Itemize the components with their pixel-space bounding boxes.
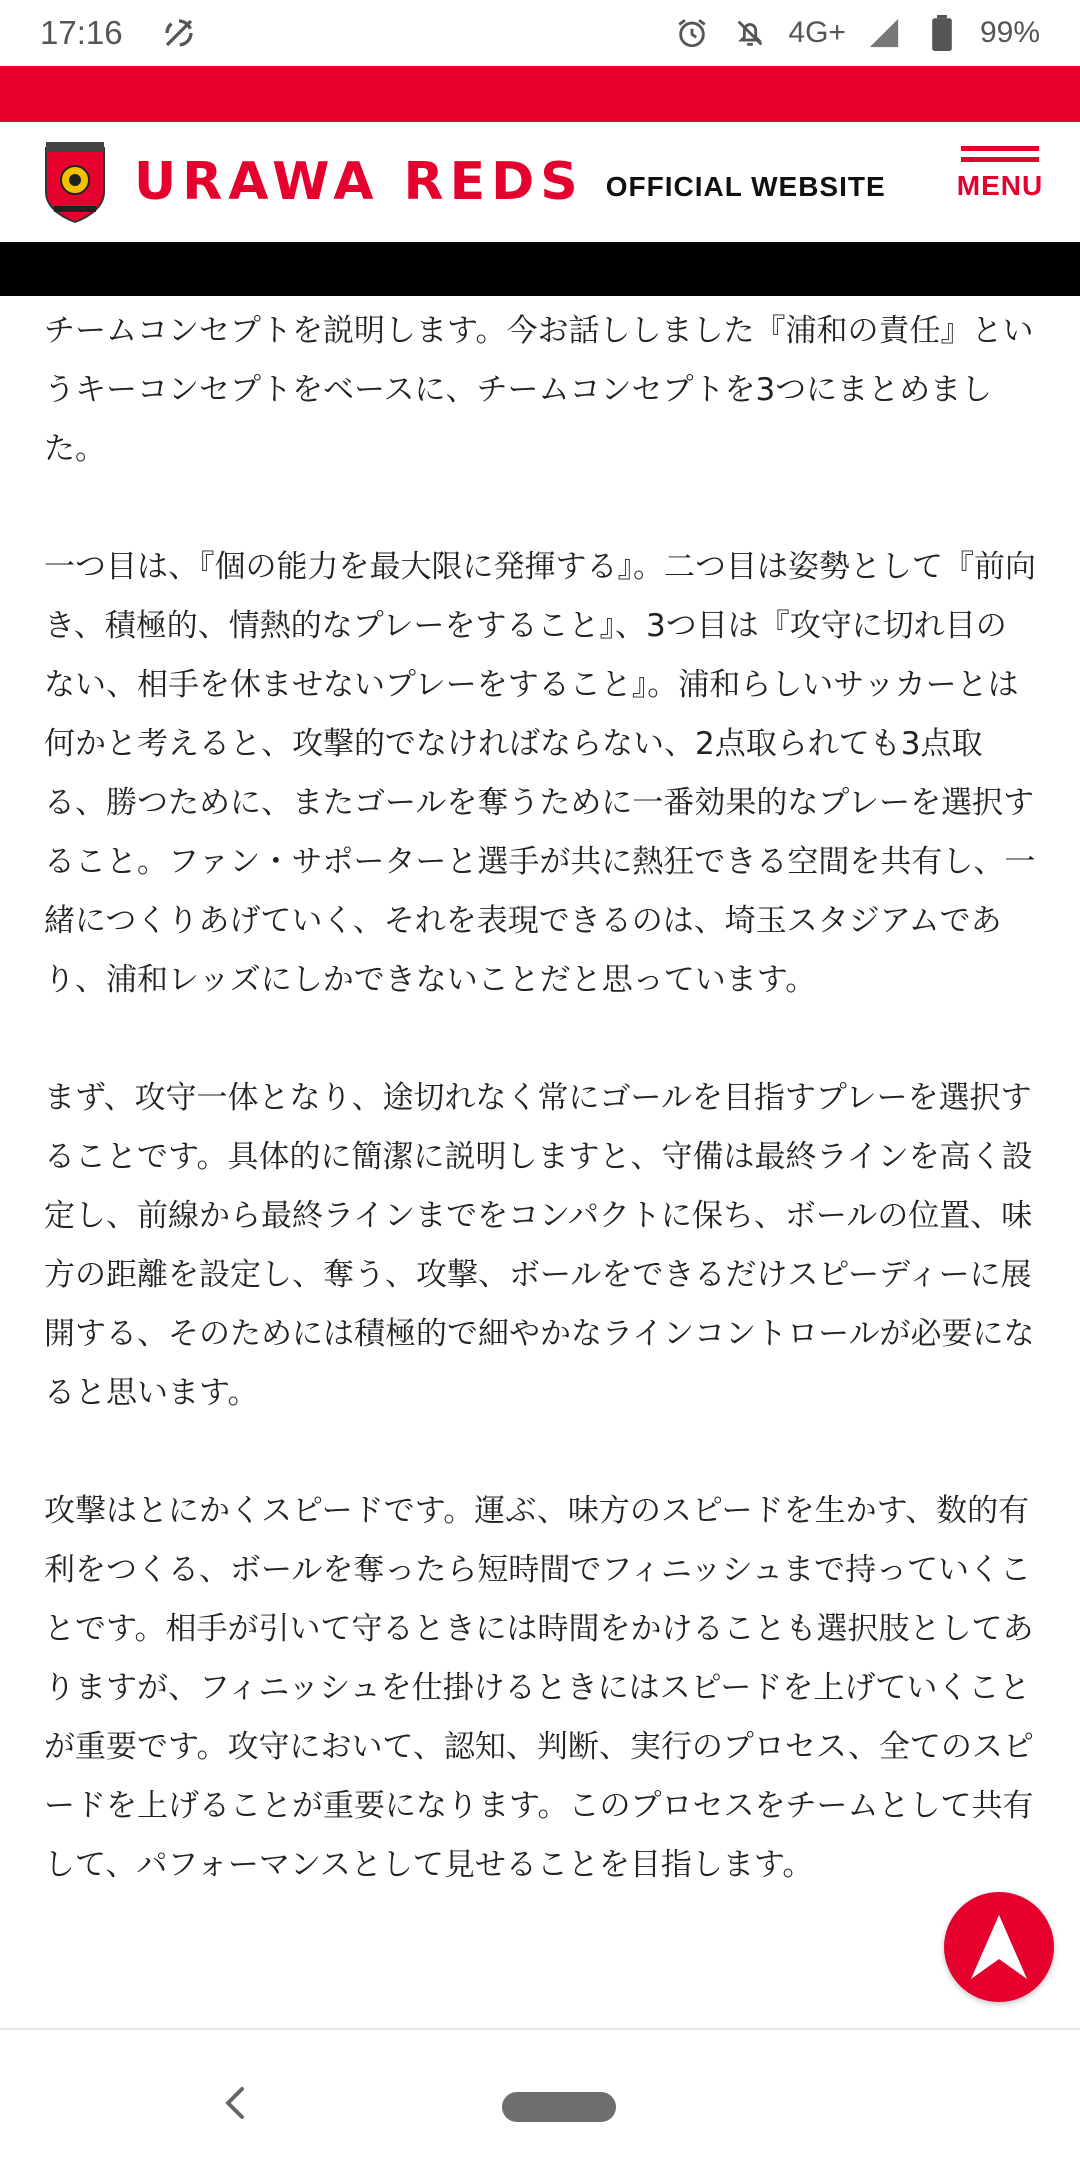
top-accent-bar (0, 66, 1080, 122)
back-button[interactable] (210, 2078, 260, 2128)
alarm-icon (672, 13, 712, 53)
official-website-label: OFFICIAL WEBSITE (605, 171, 886, 202)
article-body (44, 302, 1036, 1954)
status-bar (0, 0, 1080, 66)
club-crest-icon[interactable] (40, 140, 110, 224)
battery-percent: 99% (979, 16, 1040, 49)
arrow-up-icon (971, 1915, 1027, 1979)
home-pill-button[interactable] (502, 2092, 616, 2122)
brand-wordmark[interactable]: URAWA REDS (134, 152, 584, 212)
article-paragraph: チームコンセプトを説明します。今お話ししました『浦和の責任』というキーコンセプトをベースに、チームコンセプトを3つにまとめました。 (44, 313, 1034, 467)
system-nav-bar (0, 2030, 1080, 2160)
article-paragraph: まず、攻守一体となり、途切れなく常にゴールを目指すプレーを選択することです。具体的に簡潔に説明しますと、守備は最終ラインを高く設定し、前線から最終ラインまでをコンパクトに保ち、ボールの位置、味方の距離を設定し、奪う、攻撃、ボールをできるだけスピーディーに展開する、そのためには積極的で細やかなラインコントロールが必要になると思います。 (44, 1080, 1035, 1411)
article-paragraph: 攻撃はとにかくスピードです。運ぶ、味方のスピードを生かす、数的有利をつくる、ボールを奪ったら短時間でフィニッシュまで持っていくことです。相手が引いて守るときには時間をかけることも選択肢としてありますが、フィニッシュを仕掛けるときにはスピードを上げていくことが重要です。攻守において、認知、判断、実行のプロセス、全てのスピードを上げることが重要になります。このプロセスをチームとして共有して、パフォーマンスとして見せることを目指します。 (44, 1493, 1034, 1883)
menu-icon-bar (961, 157, 1039, 162)
sync-off-icon (159, 13, 199, 53)
site-header (0, 122, 1080, 242)
battery-icon (922, 13, 962, 53)
network-type: 4G+ (788, 16, 846, 49)
menu-button[interactable] (956, 146, 1044, 218)
header-divider-bar (0, 242, 1080, 296)
notifications-off-icon (730, 13, 770, 53)
chevron-left-icon (222, 2085, 248, 2121)
menu-label: MENU (956, 170, 1044, 201)
signal-icon (864, 13, 904, 53)
menu-icon (961, 146, 1039, 151)
status-time: 17:16 (40, 14, 123, 51)
article-paragraph: 一つ目は、『個の能力を最大限に発揮する』。二つ目は姿勢として『前向き、積極的、情熱的なプレーをすること』、3つ目は『攻守に切れ目のない、相手を休ませないプレーをすること』。浦和らしいサッカーとは何かと考えると、攻撃的でなければならない、2点取られても3点取る、勝つために、またゴールを奪うために一番効果的なプレーを選択すること。ファン・サポーターと選手が共に熱狂できる空間を共有し、一緒につくりあげていく、それを表現できるのは、埼玉スタジアムであり、浦和レッズにしかできないことだと思っています。 (44, 549, 1036, 998)
scroll-to-top-button[interactable] (944, 1892, 1054, 2002)
